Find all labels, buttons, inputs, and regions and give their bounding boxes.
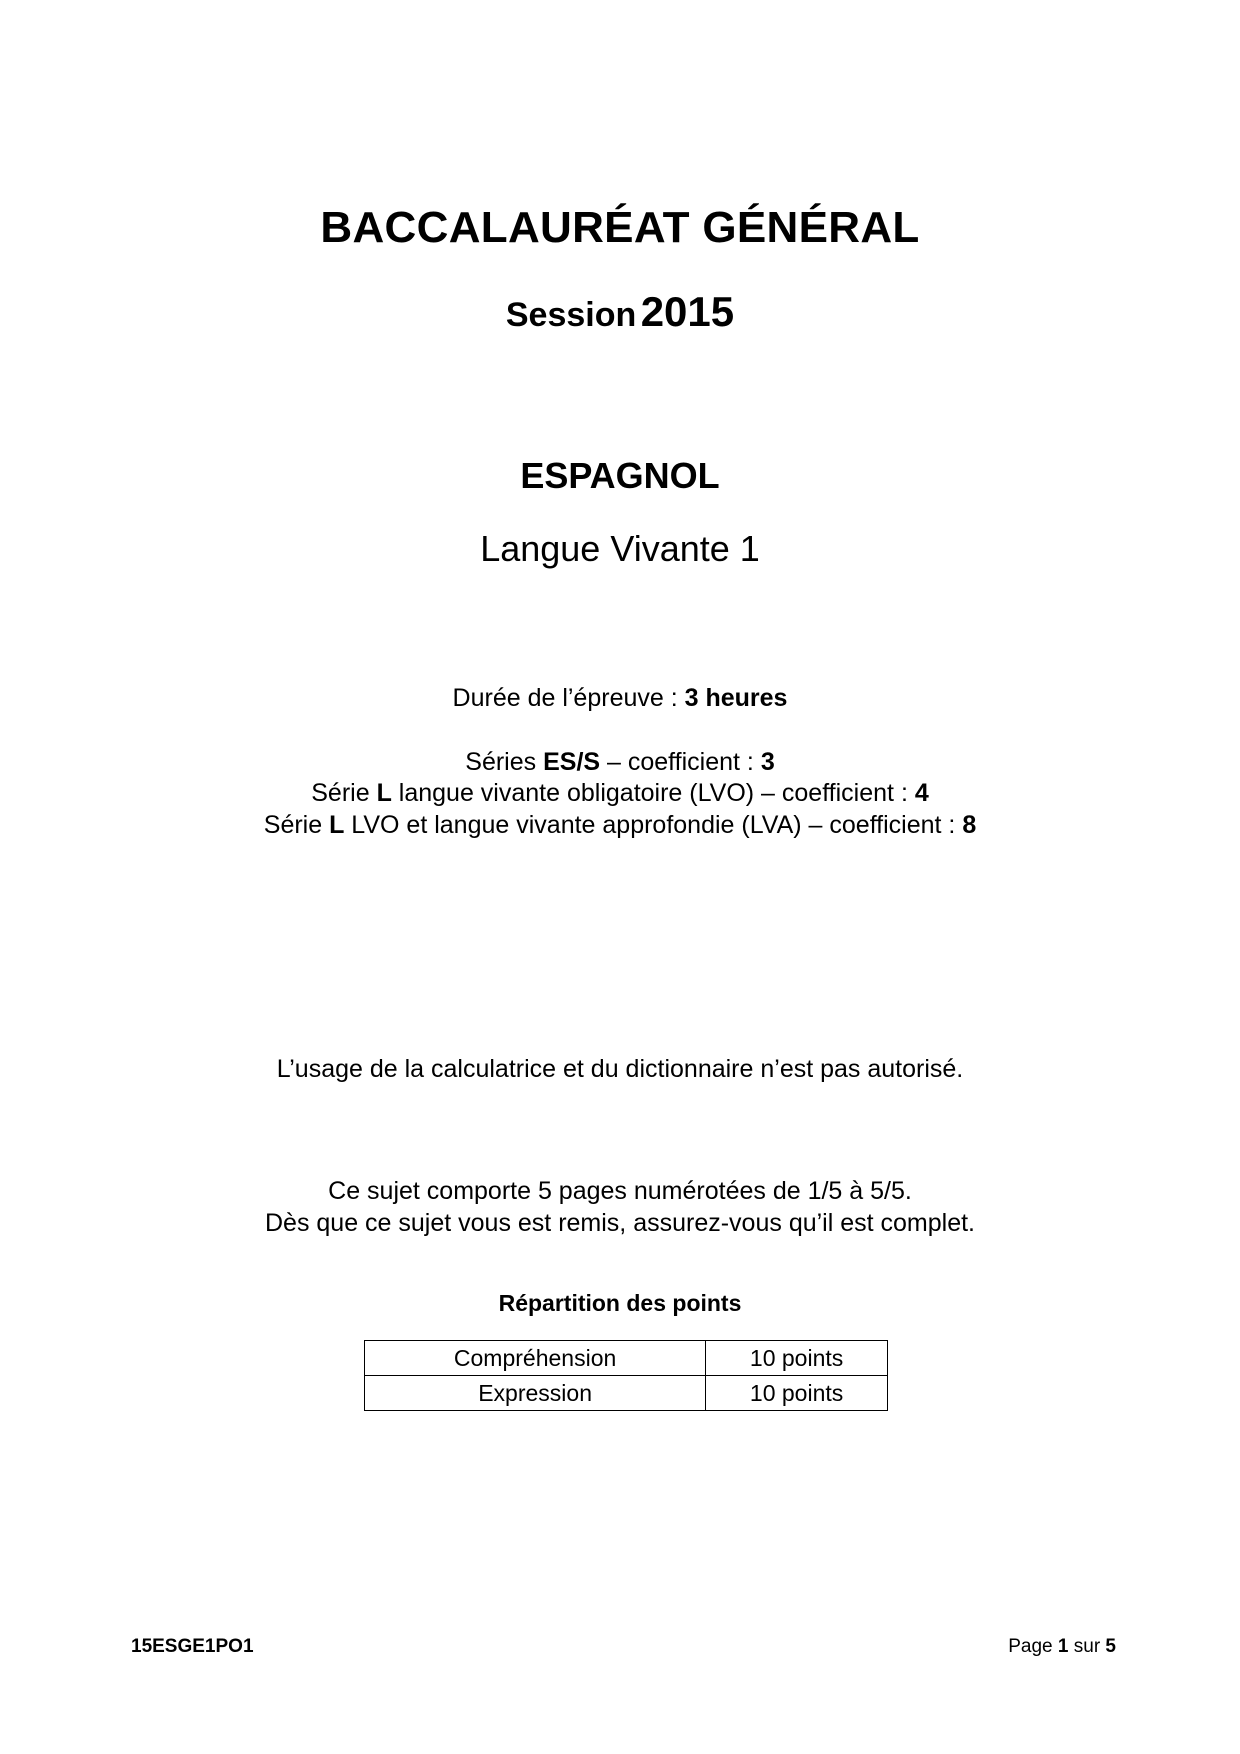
page-number (1008, 1636, 1116, 1658)
table-row (365, 1341, 888, 1376)
series-prefix: Série (311, 779, 377, 807)
points-value: 10 points (706, 1376, 888, 1411)
series-coefficient: 8 (962, 811, 977, 839)
duration-value: 3 heures (684, 684, 788, 712)
page-current: 1 (1057, 1636, 1069, 1657)
series-line-l-lva (0, 811, 1240, 840)
series-suffix: LVO et langue vivante approfondie (LVA) – coefficient : (344, 811, 963, 839)
session-year: 2015 (640, 288, 735, 335)
duration-label: Durée de l’épreuve : (452, 684, 685, 712)
pages-notice: Ce sujet comporte 5 pages numérotées de 1/5 à 5/5. (328, 1177, 912, 1205)
series-coefficient: 3 (760, 748, 775, 776)
subject-code: 15ESGE1PO1 (131, 1636, 254, 1657)
series-coefficient: 4 (914, 779, 929, 807)
series-suffix: langue vivante obligatoire (LVO) – coefficient : (391, 779, 915, 807)
exam-duration (0, 684, 1240, 713)
session-line (0, 288, 1240, 336)
language-level: Langue Vivante 1 (480, 528, 760, 569)
series-prefix: Série (263, 811, 330, 839)
series-suffix: – coefficient : (600, 748, 761, 776)
series-name: ES (543, 748, 577, 776)
complete-notice: Dès que ce sujet vous est remis, assurez-vous qu’il est complet. (264, 1209, 976, 1237)
series-line-l-lvo (0, 779, 1240, 808)
subject-name: ESPAGNOL (520, 455, 720, 496)
series-name: L (329, 811, 345, 839)
page-middle: sur (1068, 1636, 1106, 1657)
series-name-2: S (583, 748, 601, 776)
page-total: 5 (1105, 1636, 1116, 1657)
series-name: L (376, 779, 392, 807)
series-separator: / (576, 748, 584, 776)
points-table (364, 1340, 888, 1411)
calculator-notice: L’usage de la calculatrice et du dictionnaire n’est pas autorisé. (276, 1055, 964, 1083)
table-row (365, 1376, 888, 1411)
points-value: 10 points (706, 1341, 888, 1376)
page-prefix: Page (1008, 1636, 1058, 1657)
session-label: Session (505, 296, 637, 334)
series-line-es-s (0, 748, 1240, 777)
points-title: Répartition des points (498, 1290, 742, 1316)
series-prefix: Séries (465, 748, 544, 776)
points-label: Expression (365, 1376, 706, 1411)
exam-title: BACCALAURÉAT GÉNÉRAL (320, 203, 920, 252)
points-label: Compréhension (365, 1341, 706, 1376)
